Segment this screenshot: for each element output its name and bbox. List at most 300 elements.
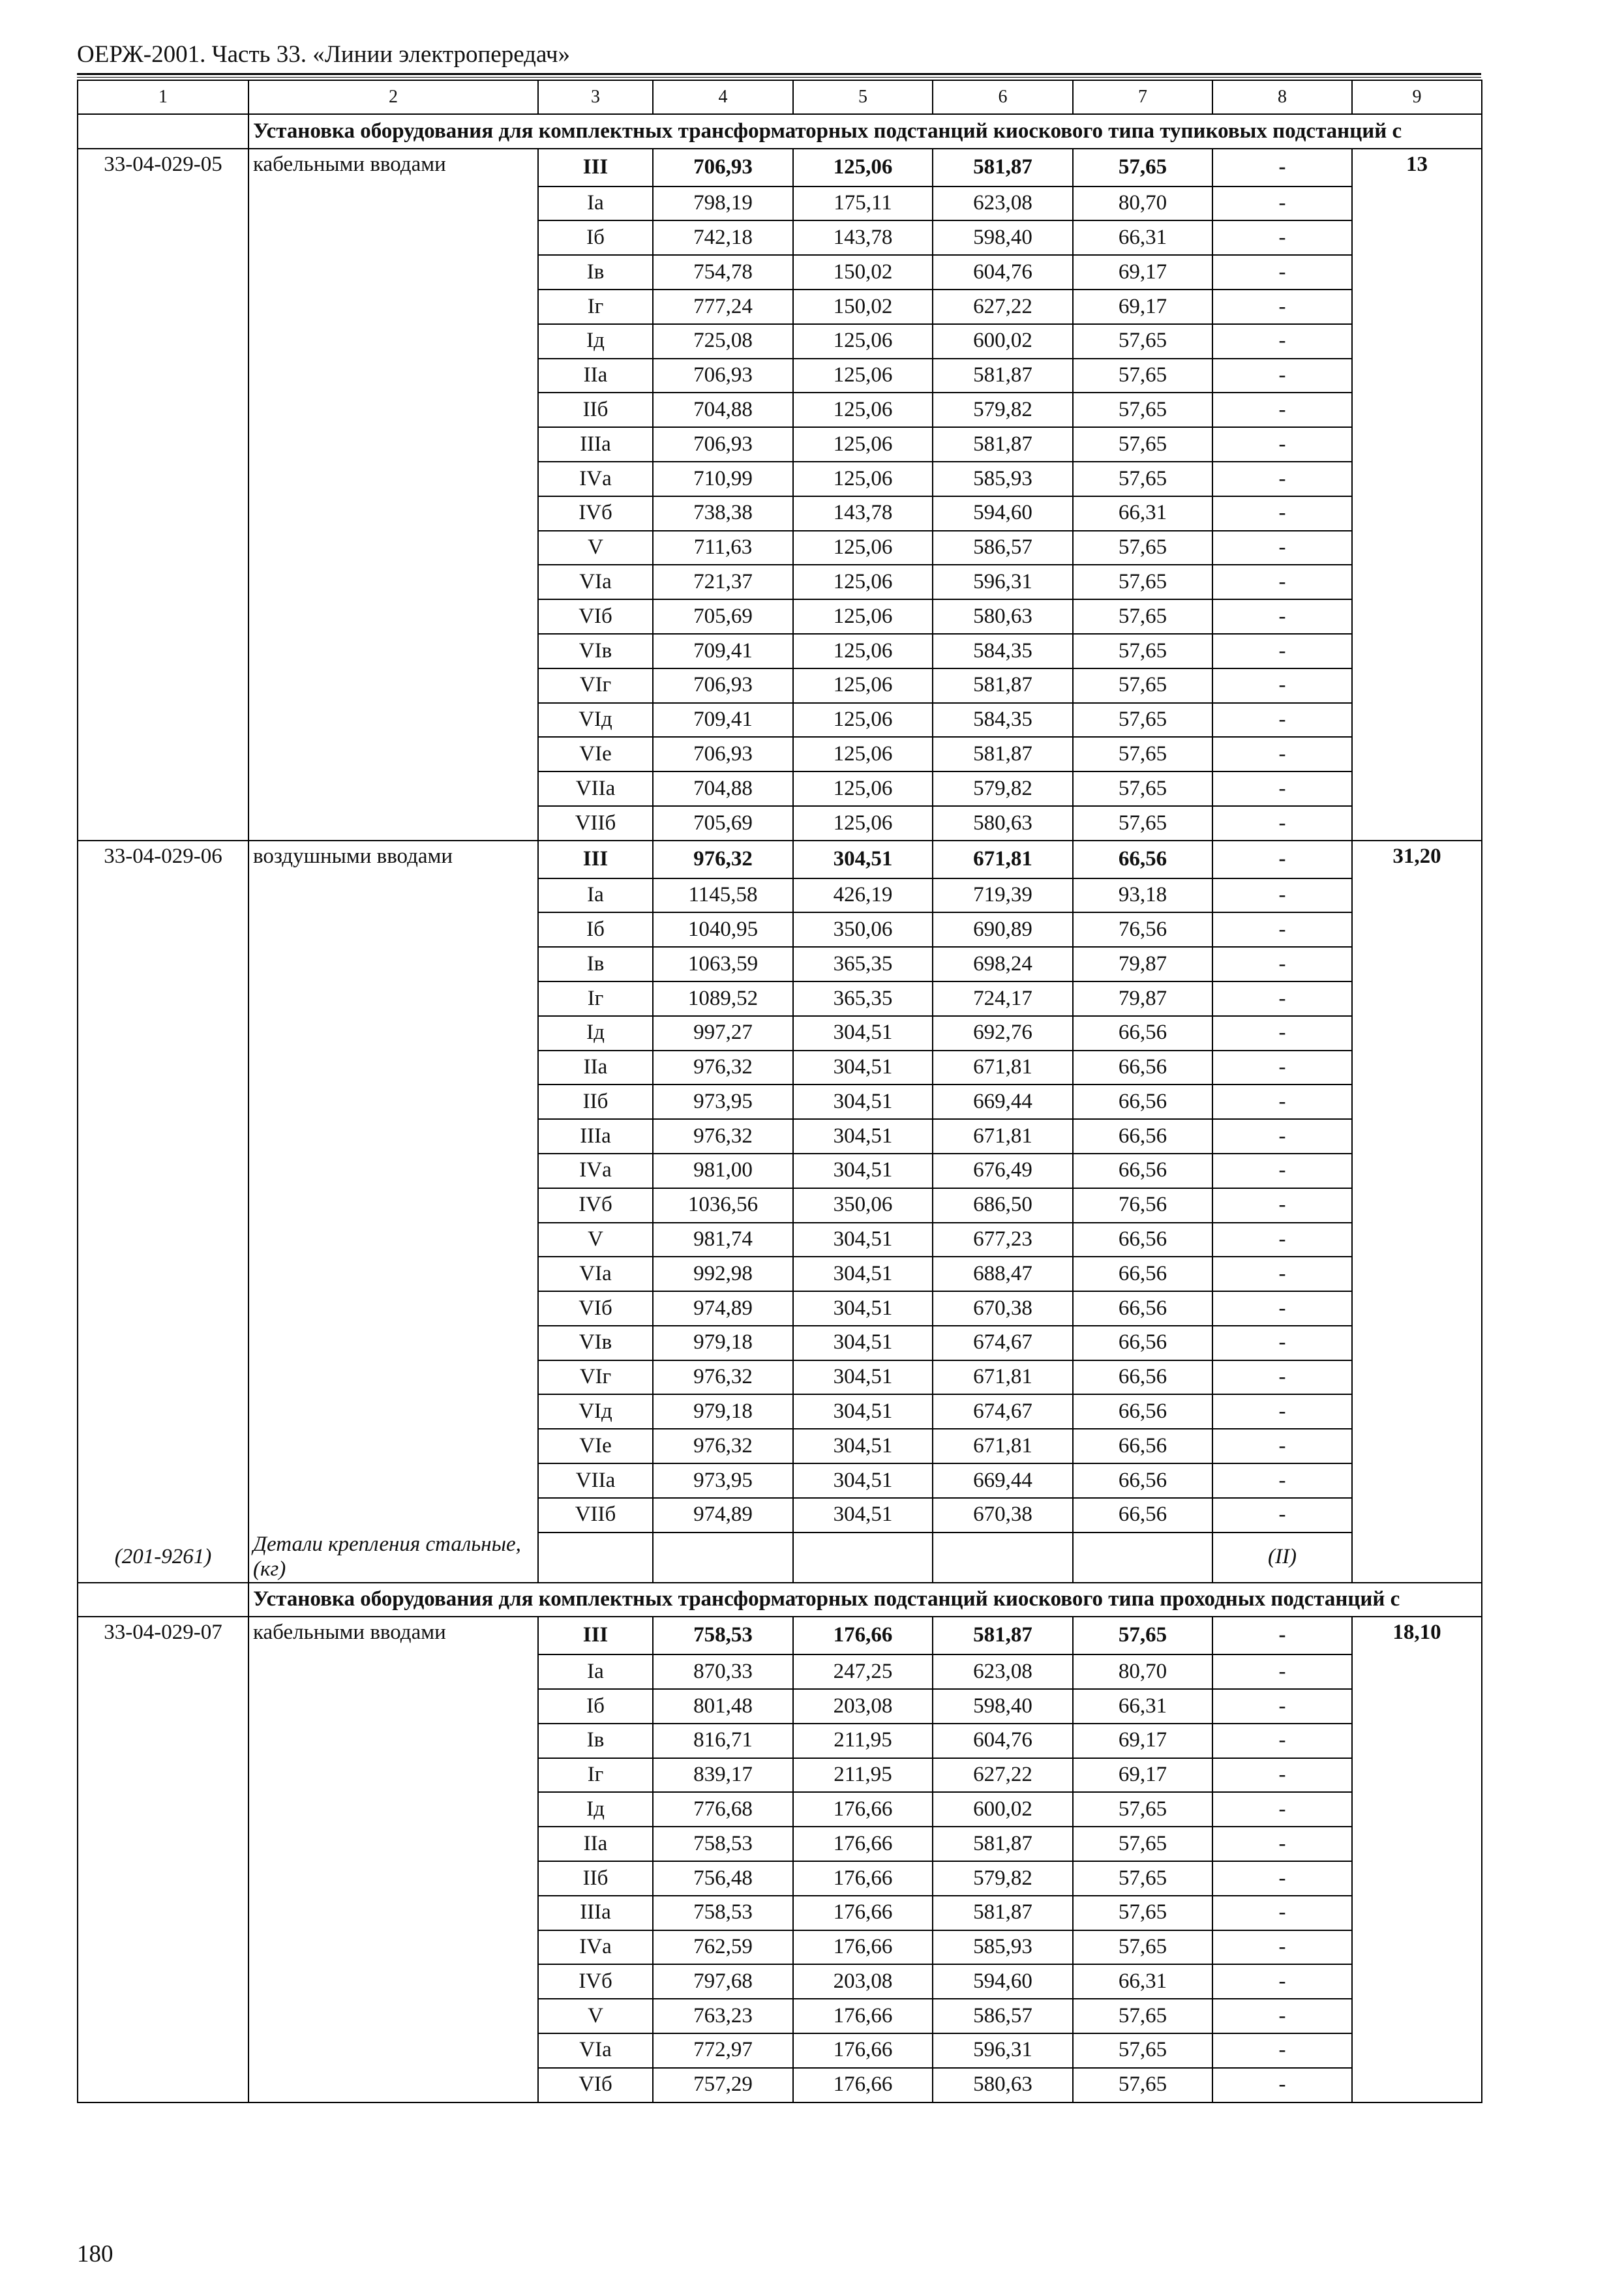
- rate-name-cont: [248, 565, 538, 599]
- table-cell: 671,81: [933, 1429, 1073, 1463]
- rate-name: кабельными вводами: [248, 149, 538, 187]
- table-cell: 579,82: [933, 393, 1073, 427]
- rate-code-cont: [78, 1051, 248, 1085]
- table-cell: 584,35: [933, 634, 1073, 668]
- table-cell: 57,65: [1073, 634, 1212, 668]
- rate-code-cont: [78, 634, 248, 668]
- table-cell: 66,56: [1073, 1257, 1212, 1291]
- table-cell: 594,60: [933, 1964, 1073, 1999]
- page-header-title: ОЕРЖ-2001. Часть 33. «Линии электропередач»: [77, 41, 571, 68]
- table-row: [78, 496, 1482, 531]
- table-cell: 125,06: [793, 149, 933, 187]
- table-cell: V: [538, 531, 653, 565]
- table-cell: -: [1212, 255, 1352, 290]
- table-cell: 69,17: [1073, 255, 1212, 290]
- table-row: [78, 1051, 1482, 1085]
- table-cell: 304,51: [793, 1257, 933, 1291]
- table-cell: 57,65: [1073, 531, 1212, 565]
- table-cell: 66,31: [1073, 496, 1212, 531]
- rate-code-cont: [78, 771, 248, 806]
- table-cell: 710,99: [653, 462, 793, 496]
- table-cell: -: [1212, 771, 1352, 806]
- rate-code-cont: [78, 1223, 248, 1257]
- table-cell: 304,51: [793, 1016, 933, 1051]
- table-row: [78, 806, 1482, 841]
- table-cell: 870,33: [653, 1654, 793, 1689]
- table-cell: III: [538, 841, 653, 878]
- table-cell: 671,81: [933, 1360, 1073, 1395]
- rate-code-cont: [78, 1498, 248, 1533]
- table-cell: VIв: [538, 1326, 653, 1360]
- col9-cont: [1352, 324, 1482, 359]
- table-row: [78, 1257, 1482, 1291]
- table-row: [78, 1861, 1482, 1896]
- table-cell: 66,31: [1073, 220, 1212, 255]
- section-title-row: [78, 1583, 1482, 1617]
- section-blank-cell: [78, 1583, 248, 1617]
- table-cell: VIе: [538, 1429, 653, 1463]
- col9-cont: [1352, 878, 1482, 913]
- col9-cont: [1352, 1758, 1482, 1793]
- table-cell: Iб: [538, 220, 653, 255]
- table-cell: 580,63: [933, 2068, 1073, 2102]
- table-cell: VIе: [538, 737, 653, 771]
- table-row: [78, 220, 1482, 255]
- table-cell: 686,50: [933, 1188, 1073, 1223]
- table-cell: V: [538, 1999, 653, 2033]
- table-row: [78, 2068, 1482, 2102]
- table-cell: Iв: [538, 255, 653, 290]
- table-cell: 674,67: [933, 1326, 1073, 1360]
- table-row: [78, 1016, 1482, 1051]
- rate-name-cont: [248, 878, 538, 913]
- table-cell: 676,49: [933, 1154, 1073, 1188]
- rate-name-cont: [248, 1119, 538, 1154]
- col9-cont: [1352, 634, 1482, 668]
- table-cell: 798,19: [653, 187, 793, 221]
- table-cell: 754,78: [653, 255, 793, 290]
- table-cell: -: [1212, 806, 1352, 841]
- table-cell: 976,32: [653, 1119, 793, 1154]
- rate-name-cont: [248, 1689, 538, 1724]
- table-cell: 742,18: [653, 220, 793, 255]
- table-cell: 724,17: [933, 981, 1073, 1016]
- rate-code-cont: [78, 1964, 248, 1999]
- table-cell: 627,22: [933, 1758, 1073, 1793]
- col9-cont: [1352, 1654, 1482, 1689]
- detail-row: [78, 1533, 1482, 1583]
- table-cell: -: [1212, 947, 1352, 981]
- table-cell: 627,22: [933, 290, 1073, 324]
- table-cell: 670,38: [933, 1291, 1073, 1326]
- rate-code-cont: [78, 1930, 248, 1965]
- col9-cont: [1352, 737, 1482, 771]
- table-cell: IIа: [538, 1051, 653, 1085]
- table-cell: Iв: [538, 1724, 653, 1758]
- table-cell: -: [1212, 393, 1352, 427]
- table-cell: 143,78: [793, 220, 933, 255]
- table-row: [78, 1085, 1482, 1119]
- rate-code-cont: [78, 220, 248, 255]
- table-cell: 706,93: [653, 427, 793, 462]
- table-cell: 756,48: [653, 1861, 793, 1896]
- col9-cont: [1352, 496, 1482, 531]
- table-cell: -: [1212, 1617, 1352, 1654]
- table-cell: -: [1212, 290, 1352, 324]
- column-number: 6: [933, 80, 1073, 114]
- table-row: [78, 1291, 1482, 1326]
- column-number: 8: [1212, 80, 1352, 114]
- table-row: [78, 531, 1482, 565]
- col9-cont: [1352, 668, 1482, 703]
- table-cell: 585,93: [933, 462, 1073, 496]
- table-cell: 175,11: [793, 187, 933, 221]
- rate-code-cont: [78, 1085, 248, 1119]
- rates-table: [77, 80, 1482, 2103]
- table-cell: -: [1212, 1498, 1352, 1533]
- table-cell: VIа: [538, 2033, 653, 2068]
- table-cell: 211,95: [793, 1724, 933, 1758]
- rate-code: 33-04-029-07: [78, 1617, 248, 1654]
- rate-name-cont: [248, 1724, 538, 1758]
- rate-code-cont: [78, 462, 248, 496]
- table-cell: V: [538, 1223, 653, 1257]
- table-cell: 581,87: [933, 427, 1073, 462]
- table-row: [78, 427, 1482, 462]
- table-cell: VIв: [538, 634, 653, 668]
- rate-code-cont: [78, 1999, 248, 2033]
- table-cell: 976,32: [653, 1429, 793, 1463]
- table-cell: 586,57: [933, 531, 1073, 565]
- table-cell: 706,93: [653, 737, 793, 771]
- table-cell: 66,56: [1073, 1051, 1212, 1085]
- table-cell: IIIа: [538, 1119, 653, 1154]
- table-cell: VIб: [538, 599, 653, 634]
- rate-code-cont: [78, 1119, 248, 1154]
- table-row: [78, 634, 1482, 668]
- table-cell: -: [1212, 1964, 1352, 1999]
- rate-name-cont: [248, 1999, 538, 2033]
- table-cell: 304,51: [793, 1085, 933, 1119]
- table-cell: 709,41: [653, 703, 793, 738]
- table-cell: 125,06: [793, 462, 933, 496]
- rate-name-cont: [248, 771, 538, 806]
- table-row: [78, 324, 1482, 359]
- column-number: 7: [1073, 80, 1212, 114]
- table-cell: VIа: [538, 1257, 653, 1291]
- table-cell: 304,51: [793, 1463, 933, 1498]
- table-cell: -: [1212, 1896, 1352, 1930]
- rate-code-cont: [78, 255, 248, 290]
- table-cell: 981,74: [653, 1223, 793, 1257]
- table-row: [78, 1429, 1482, 1463]
- table-cell: III: [538, 149, 653, 187]
- table-cell: -: [1212, 2033, 1352, 2068]
- table-cell: 600,02: [933, 1792, 1073, 1827]
- table-cell: -: [1212, 1999, 1352, 2033]
- rate-code-cont: [78, 1654, 248, 1689]
- table-cell: IVа: [538, 1154, 653, 1188]
- table-cell: 721,37: [653, 565, 793, 599]
- section-blank-cell: [78, 114, 248, 149]
- rate-name-cont: [248, 1394, 538, 1429]
- table-cell: 763,23: [653, 1999, 793, 2033]
- rate-code-cont: [78, 1429, 248, 1463]
- col9-cont: [1352, 1051, 1482, 1085]
- col9-cont: [1352, 1360, 1482, 1395]
- table-cell: 976,32: [653, 841, 793, 878]
- table-cell: 304,51: [793, 1498, 933, 1533]
- rate-code-cont: [78, 359, 248, 393]
- col9-value: 18,10: [1352, 1617, 1482, 1654]
- col9-cont: [1352, 1533, 1482, 1583]
- rate-name-cont: [248, 1792, 538, 1827]
- rate-name-cont: [248, 220, 538, 255]
- table-cell: VIг: [538, 1360, 653, 1395]
- table-cell: VIа: [538, 565, 653, 599]
- table-cell: 57,65: [1073, 393, 1212, 427]
- rate-name-cont: [248, 1896, 538, 1930]
- table-cell: 176,66: [793, 1617, 933, 1654]
- table-row: [78, 1792, 1482, 1827]
- table-cell: -: [1212, 1326, 1352, 1360]
- table-cell: VIIб: [538, 806, 653, 841]
- table-cell: 974,89: [653, 1498, 793, 1533]
- table-cell: 57,65: [1073, 2068, 1212, 2102]
- table-row: [78, 1896, 1482, 1930]
- table-row: [78, 1498, 1482, 1533]
- table-cell: 66,56: [1073, 1360, 1212, 1395]
- rate-code-cont: [78, 1291, 248, 1326]
- rate-name: кабельными вводами: [248, 1617, 538, 1654]
- table-row: [78, 737, 1482, 771]
- table-cell: 586,57: [933, 1999, 1073, 2033]
- table-cell: 150,02: [793, 290, 933, 324]
- rate-code-cont: [78, 1827, 248, 1861]
- table-cell: 674,67: [933, 1394, 1073, 1429]
- table-cell: -: [1212, 1654, 1352, 1689]
- col9-cont: [1352, 1394, 1482, 1429]
- rate-name-cont: [248, 1758, 538, 1793]
- col9-cont: [1352, 1861, 1482, 1896]
- table-cell: IVб: [538, 496, 653, 531]
- table-cell: -: [1212, 1689, 1352, 1724]
- table-cell: 671,81: [933, 1119, 1073, 1154]
- rate-name-cont: [248, 1291, 538, 1326]
- col9-cont: [1352, 255, 1482, 290]
- rate-name-cont: [248, 1016, 538, 1051]
- rate-name-cont: [248, 359, 538, 393]
- rate-code-cont: [78, 1792, 248, 1827]
- table-cell: 1036,56: [653, 1188, 793, 1223]
- table-cell: 1145,58: [653, 878, 793, 913]
- table-cell: IIIа: [538, 1896, 653, 1930]
- table-row: [78, 255, 1482, 290]
- rate-code-cont: [78, 187, 248, 221]
- table-cell: -: [1212, 981, 1352, 1016]
- table-row: [78, 1689, 1482, 1724]
- table-cell: 66,56: [1073, 1119, 1212, 1154]
- col9-cont: [1352, 981, 1482, 1016]
- rate-name-cont: [248, 703, 538, 738]
- table-row: [78, 565, 1482, 599]
- table-cell: 719,39: [933, 878, 1073, 913]
- table-cell: VIг: [538, 668, 653, 703]
- column-number: 9: [1352, 80, 1482, 114]
- table-cell: 304,51: [793, 1291, 933, 1326]
- rate-code-cont: [78, 1016, 248, 1051]
- rate-name-cont: [248, 634, 538, 668]
- table-cell: 762,59: [653, 1930, 793, 1965]
- table-cell: -: [1212, 149, 1352, 187]
- table-row: [78, 1724, 1482, 1758]
- table-row: [78, 771, 1482, 806]
- table-cell: Iг: [538, 981, 653, 1016]
- table-cell: IIа: [538, 1827, 653, 1861]
- table-cell: 698,24: [933, 947, 1073, 981]
- table-cell: -: [1212, 1154, 1352, 1188]
- detail-name: Детали крепления стальные, (кг): [248, 1533, 538, 1583]
- table-cell: 66,56: [1073, 1016, 1212, 1051]
- table-cell: 976,32: [653, 1360, 793, 1395]
- table-cell: 247,25: [793, 1654, 933, 1689]
- table-cell: 80,70: [1073, 1654, 1212, 1689]
- table-cell: 66,56: [1073, 1223, 1212, 1257]
- table-cell: 581,87: [933, 149, 1073, 187]
- table-cell: -: [1212, 1758, 1352, 1793]
- table-cell: 725,08: [653, 324, 793, 359]
- rate-name-cont: [248, 255, 538, 290]
- table-cell: 304,51: [793, 1154, 933, 1188]
- col9-cont: [1352, 947, 1482, 981]
- table-cell: 598,40: [933, 220, 1073, 255]
- col9-cont: [1352, 1896, 1482, 1930]
- detail-code: (201-9261): [78, 1533, 248, 1583]
- rate-code: 33-04-029-05: [78, 149, 248, 187]
- table-row: [78, 668, 1482, 703]
- table-cell: 125,06: [793, 359, 933, 393]
- table-cell: -: [1212, 187, 1352, 221]
- table-cell: VIд: [538, 703, 653, 738]
- table-cell: 57,65: [1073, 737, 1212, 771]
- table-row: [78, 878, 1482, 913]
- rate-code-cont: [78, 1326, 248, 1360]
- col9-cont: [1352, 1223, 1482, 1257]
- rate-code-cont: [78, 1896, 248, 1930]
- table-cell: 816,71: [653, 1724, 793, 1758]
- table-cell: Iб: [538, 912, 653, 947]
- table-cell: Iг: [538, 1758, 653, 1793]
- table-cell: -: [1212, 841, 1352, 878]
- table-cell: 57,65: [1073, 324, 1212, 359]
- rate-name-cont: [248, 2068, 538, 2102]
- table-row: [78, 703, 1482, 738]
- table-cell: -: [1212, 878, 1352, 913]
- table-cell: 581,87: [933, 668, 1073, 703]
- table-cell: 57,65: [1073, 2033, 1212, 2068]
- table-cell: 777,24: [653, 290, 793, 324]
- rate-name-cont: [248, 806, 538, 841]
- table-cell: -: [1212, 359, 1352, 393]
- rate-code-cont: [78, 1154, 248, 1188]
- rate-name-cont: [248, 324, 538, 359]
- table-cell: 350,06: [793, 912, 933, 947]
- table-row: [78, 149, 1482, 187]
- table-cell: 738,38: [653, 496, 793, 531]
- column-number: 5: [793, 80, 933, 114]
- table-cell: 125,06: [793, 806, 933, 841]
- header-rule: [77, 73, 1481, 75]
- table-cell: 304,51: [793, 1223, 933, 1257]
- table-cell: 704,88: [653, 771, 793, 806]
- table-row: [78, 1394, 1482, 1429]
- detail-empty-cell: [793, 1533, 933, 1583]
- rate-code-cont: [78, 393, 248, 427]
- table-cell: 57,65: [1073, 1792, 1212, 1827]
- table-row: [78, 1964, 1482, 1999]
- col9-cont: [1352, 565, 1482, 599]
- table-row: [78, 1827, 1482, 1861]
- table-cell: 57,65: [1073, 427, 1212, 462]
- table-cell: 304,51: [793, 841, 933, 878]
- rate-name-cont: [248, 290, 538, 324]
- page-number: 180: [77, 2241, 113, 2267]
- table-cell: 57,65: [1073, 1617, 1212, 1654]
- col9-cont: [1352, 1429, 1482, 1463]
- table-cell: 839,17: [653, 1758, 793, 1793]
- table-cell: 57,65: [1073, 703, 1212, 738]
- table-cell: IIа: [538, 359, 653, 393]
- col9-cont: [1352, 427, 1482, 462]
- table-cell: -: [1212, 668, 1352, 703]
- table-cell: 706,93: [653, 668, 793, 703]
- table-cell: 211,95: [793, 1758, 933, 1793]
- table-cell: 57,65: [1073, 1896, 1212, 1930]
- table-row: [78, 912, 1482, 947]
- table-cell: VIб: [538, 1291, 653, 1326]
- rate-name: воздушными вводами: [248, 841, 538, 878]
- rate-name-cont: [248, 1498, 538, 1533]
- table-row: [78, 599, 1482, 634]
- table-cell: Iв: [538, 947, 653, 981]
- rate-name-cont: [248, 981, 538, 1016]
- table-cell: -: [1212, 1792, 1352, 1827]
- table-cell: -: [1212, 220, 1352, 255]
- table-cell: 669,44: [933, 1085, 1073, 1119]
- table-cell: 598,40: [933, 1689, 1073, 1724]
- table-cell: -: [1212, 496, 1352, 531]
- table-row: [78, 1326, 1482, 1360]
- table-cell: -: [1212, 1051, 1352, 1085]
- table-cell: 176,66: [793, 1999, 933, 2033]
- detail-empty-cell: [933, 1533, 1073, 1583]
- col9-cont: [1352, 1498, 1482, 1533]
- table-row: [78, 2033, 1482, 2068]
- table-cell: VIIа: [538, 1463, 653, 1498]
- col9-cont: [1352, 187, 1482, 221]
- table-cell: 623,08: [933, 1654, 1073, 1689]
- table-cell: Iг: [538, 290, 653, 324]
- table-cell: 705,69: [653, 599, 793, 634]
- table-cell: 992,98: [653, 1257, 793, 1291]
- table-row: [78, 1188, 1482, 1223]
- table-cell: 125,06: [793, 771, 933, 806]
- table-row: [78, 187, 1482, 221]
- table-cell: IVа: [538, 462, 653, 496]
- table-cell: 176,66: [793, 1792, 933, 1827]
- table-cell: IIб: [538, 1085, 653, 1119]
- table-cell: 585,93: [933, 1930, 1073, 1965]
